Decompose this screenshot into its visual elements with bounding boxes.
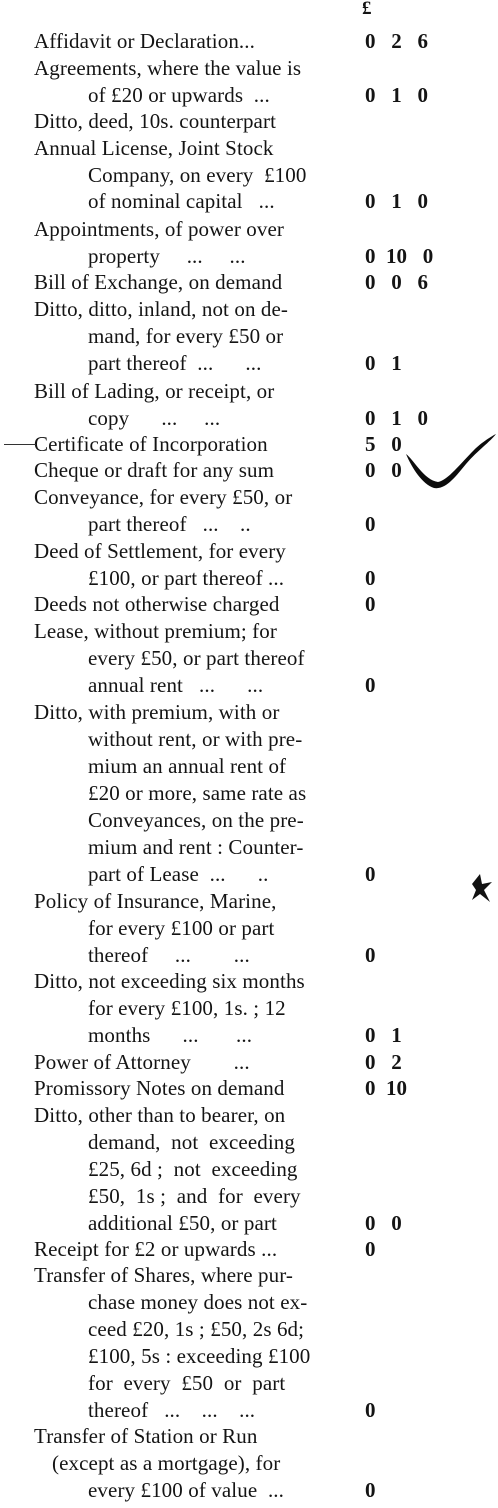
line-ditto-bearer-4: £50, 1s ; and for every bbox=[88, 1184, 301, 1208]
line-deeds-other: Deeds not otherwise charged bbox=[34, 592, 280, 616]
amount-deeds-other: 0 bbox=[365, 592, 376, 616]
line-affidavit: Affidavit or Declaration... bbox=[34, 29, 255, 53]
amount-appointments: 0 10 0 bbox=[365, 244, 434, 268]
line-appointments: Appointments, of power over bbox=[34, 217, 284, 241]
line-agreements-2: of £20 or upwards ... bbox=[88, 83, 270, 107]
amount-lease: 0 bbox=[365, 673, 376, 697]
line-ditto-bearer-3: £25, 6d ; not exceeding bbox=[88, 1157, 298, 1181]
line-ditto-premium-4: £20 or more, same rate as bbox=[88, 781, 307, 805]
line-annual-license-3: of nominal capital ... bbox=[88, 189, 275, 213]
line-ditto-premium-3: mium an annual rent of bbox=[88, 754, 287, 778]
amount-ditto-inland: 0 1 bbox=[365, 351, 402, 375]
amount-power-attorney: 0 2 bbox=[365, 1050, 402, 1074]
amount-bill-lading: 0 1 0 bbox=[365, 406, 428, 430]
line-transfer-station: Transfer of Station or Run bbox=[34, 1424, 258, 1448]
line-policy-marine-2: for every £100 or part bbox=[88, 916, 275, 940]
line-conveyance-2: part thereof ... .. bbox=[88, 512, 251, 536]
amount-affidavit: 0 2 6 bbox=[365, 29, 428, 53]
line-appointments-2: property ... ... bbox=[88, 244, 246, 268]
line-ditto-premium-6: mium and rent : Counter- bbox=[88, 835, 304, 859]
amount-ditto-bearer: 0 0 bbox=[365, 1211, 402, 1235]
line-ditto-inland-3: part thereof ... ... bbox=[88, 351, 262, 375]
line-bill-lading-2: copy ... ... bbox=[88, 406, 221, 430]
line-lease: Lease, without premium; for bbox=[34, 619, 277, 643]
amount-certificate: 5 0 bbox=[365, 432, 402, 456]
line-annual-license-2: Company, on every £100 bbox=[88, 163, 307, 187]
line-ditto-bearer: Ditto, other than to bearer, on bbox=[34, 1103, 286, 1127]
amount-agreements: 0 1 0 bbox=[365, 83, 428, 107]
line-ditto-bearer-2: demand, not exceeding bbox=[88, 1130, 295, 1154]
amount-conveyance: 0 bbox=[365, 512, 376, 536]
line-ditto-bearer-5: additional £50, or part bbox=[88, 1211, 277, 1235]
line-ditto-inland-2: mand, for every £50 or bbox=[88, 324, 284, 348]
amount-annual-license: 0 1 0 bbox=[365, 189, 428, 213]
line-ditto-premium-2: without rent, or with pre- bbox=[88, 727, 303, 751]
line-transfer-station-2: (except as a mortgage), for bbox=[52, 1451, 281, 1475]
line-transfer-shares-4: £100, 5s : exceeding £100 bbox=[88, 1344, 311, 1368]
amount-transfer-station: 0 bbox=[365, 1478, 376, 1502]
currency-header: £ bbox=[362, 0, 372, 19]
strike-rule bbox=[4, 444, 36, 445]
line-deed-settlement-2: £100, or part thereof ... bbox=[88, 566, 285, 590]
line-receipt: Receipt for £2 or upwards ... bbox=[34, 1237, 278, 1261]
line-transfer-shares-5: for every £50 or part bbox=[88, 1371, 286, 1395]
line-ditto-six-months: Ditto, not exceeding six months bbox=[34, 969, 305, 993]
amount-six-months: 0 1 bbox=[365, 1023, 402, 1047]
line-agreements: Agreements, where the value is bbox=[34, 56, 302, 80]
line-transfer-shares-3: ceed £20, 1s ; £50, 2s 6d; bbox=[88, 1317, 305, 1341]
ink-blot-mark bbox=[404, 420, 498, 490]
line-ditto-premium: Ditto, with premium, with or bbox=[34, 700, 280, 724]
line-cheque: Cheque or draft for any sum bbox=[34, 458, 275, 482]
line-policy-marine-3: thereof ... ... bbox=[88, 943, 250, 967]
line-transfer-shares-6: thereof ... ... ... bbox=[88, 1398, 256, 1422]
line-policy-marine: Policy of Insurance, Marine, bbox=[34, 889, 277, 913]
amount-ditto-premium: 0 bbox=[365, 862, 376, 886]
line-transfer-station-3: every £100 of value ... bbox=[88, 1478, 285, 1502]
amount-promissory: 0 10 bbox=[365, 1076, 407, 1100]
amount-transfer-shares: 0 bbox=[365, 1398, 376, 1422]
amount-cheque: 0 0 bbox=[365, 458, 402, 482]
line-transfer-shares-2: chase money does not ex- bbox=[88, 1290, 308, 1314]
amount-receipt: 0 bbox=[365, 1237, 376, 1261]
line-ditto-inland: Ditto, ditto, inland, not on de- bbox=[34, 297, 289, 321]
line-ditto-six-months-2: for every £100, 1s. ; 12 bbox=[88, 996, 286, 1020]
line-annual-license: Annual License, Joint Stock bbox=[34, 136, 274, 160]
line-lease-3: annual rent ... ... bbox=[88, 673, 264, 697]
line-power-attorney: Power of Attorney ... bbox=[34, 1050, 250, 1074]
line-bill-exchange: Bill of Exchange, on demand bbox=[34, 270, 283, 294]
line-ditto-premium-5: Conveyances, on the pre- bbox=[88, 808, 304, 832]
line-transfer-shares: Transfer of Shares, where pur- bbox=[34, 1263, 293, 1287]
line-ditto-six-months-3: months ... ... bbox=[88, 1023, 253, 1047]
line-promissory: Promissory Notes on demand bbox=[34, 1076, 285, 1100]
line-bill-lading: Bill of Lading, or receipt, or bbox=[34, 379, 275, 403]
amount-policy-marine: 0 bbox=[365, 943, 376, 967]
line-ditto-deed: Ditto, deed, 10s. counterpart bbox=[34, 109, 277, 133]
line-lease-2: every £50, or part thereof bbox=[88, 646, 305, 670]
amount-deed-settlement: 0 bbox=[365, 566, 376, 590]
line-certificate: Certificate of Incorporation bbox=[34, 432, 268, 456]
ink-speck-mark bbox=[468, 872, 494, 906]
line-conveyance: Conveyance, for every £50, or bbox=[34, 485, 293, 509]
line-ditto-premium-7: part of Lease ... .. bbox=[88, 862, 269, 886]
line-deed-settlement: Deed of Settlement, for every bbox=[34, 539, 286, 563]
amount-bill-exchange: 0 0 6 bbox=[365, 270, 428, 294]
